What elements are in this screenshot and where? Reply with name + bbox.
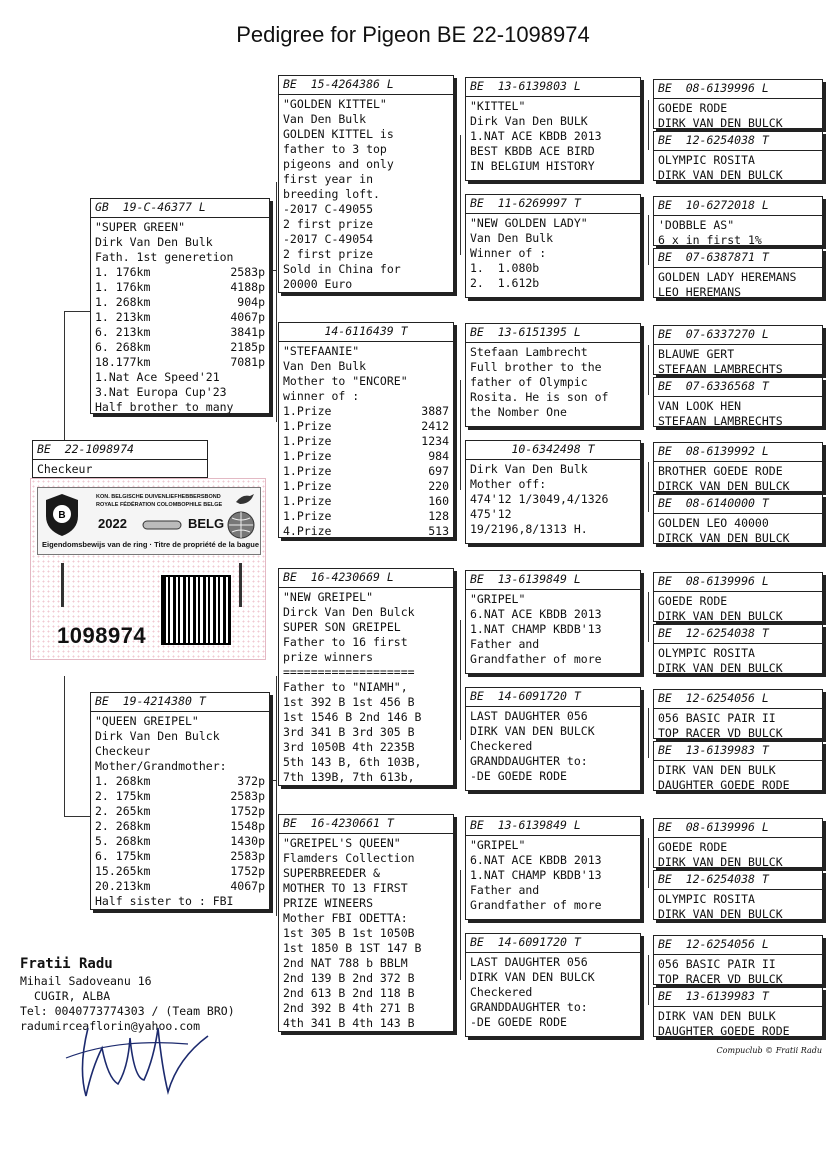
divider xyxy=(654,954,822,955)
text-line: 3rd 341 B 3rd 305 B xyxy=(283,725,415,739)
g4-box xyxy=(653,494,823,544)
text-line: "GRIPEL" xyxy=(470,592,526,606)
text-line: 7th 139B, 7th 613b, xyxy=(283,770,415,784)
text-line: IN BELGIUM HISTORY xyxy=(470,159,595,173)
text-line: prize winners xyxy=(283,650,374,664)
connector xyxy=(648,345,649,395)
page-title: Pedigree for Pigeon BE 22-1098974 xyxy=(236,22,590,47)
text-line: Father and xyxy=(470,637,540,651)
divider xyxy=(654,760,822,761)
text-line: Dirck Van Den Bulck xyxy=(283,605,415,619)
ring-card-header xyxy=(37,487,261,555)
connector xyxy=(648,838,649,888)
mf-box xyxy=(278,568,454,786)
text-line: PRIZE WINEERS xyxy=(283,896,374,910)
eu-globe-icon xyxy=(226,510,256,540)
fmm-ring: 10-6342498 T xyxy=(511,442,595,456)
g4-box xyxy=(653,377,823,427)
connector xyxy=(270,270,276,271)
father-line: Dirk Van Den Bulk xyxy=(95,235,213,249)
g4-ring: BE 12-6254056 L xyxy=(658,937,769,951)
g4-ring: BE 10-6272018 L xyxy=(658,198,769,212)
ring-certificate xyxy=(30,478,266,660)
owner-email: radumirceaflorin@yahoo.com xyxy=(20,1019,201,1033)
g4-box xyxy=(653,131,823,181)
divider xyxy=(279,341,453,342)
fm-box xyxy=(278,322,454,538)
text-line: GRANDDAUGHTER to: xyxy=(470,1000,588,1014)
text-line: GOEDE RODE xyxy=(658,840,728,854)
result-row: 2. 268km 1548p xyxy=(95,819,265,833)
text-line: Mother off: xyxy=(470,477,547,491)
g4-box xyxy=(653,196,823,246)
ring-year: 2022 xyxy=(98,516,127,531)
text-line: 1st 1546 B 2nd 146 B xyxy=(283,710,422,724)
text-line: pigeons and only xyxy=(283,157,394,171)
father-line: "SUPER GREEN" xyxy=(95,220,186,234)
g4-box xyxy=(653,79,823,129)
result-row: 2. 265km 1752p xyxy=(95,804,265,818)
result-row: 6. 175km 2583p xyxy=(95,849,265,863)
g4-ring: BE 12-6254038 T xyxy=(658,872,769,886)
svg-text:B: B xyxy=(58,510,66,521)
divider xyxy=(654,837,822,838)
text-line: 056 BASIC PAIR II xyxy=(658,957,776,971)
mother-line: Checkeur xyxy=(95,744,151,758)
divider xyxy=(654,150,822,151)
divider xyxy=(466,952,640,953)
g4-ring: BE 13-6139983 T xyxy=(658,743,769,757)
text-line: Stefaan Lambrecht xyxy=(470,345,588,359)
father-ring: GB 19-C-46377 L xyxy=(95,200,206,214)
divider xyxy=(466,342,640,343)
result-row: 1.Prize 2412 xyxy=(283,419,449,433)
text-line: winner of : xyxy=(283,389,360,403)
g4-ring: BE 08-6140000 T xyxy=(658,496,769,510)
g4-ring: BE 12-6254038 T xyxy=(658,626,769,640)
result-row: 1. 176km 2583p xyxy=(95,265,265,279)
g4-ring: BE 07-6336568 T xyxy=(658,379,769,393)
text-line: "GOLDEN KITTEL" xyxy=(283,97,387,111)
father-line: Fath. 1st generetion xyxy=(95,250,234,264)
ff-box xyxy=(278,75,454,293)
subject-box xyxy=(32,440,208,478)
mmf-box xyxy=(465,816,641,920)
divider xyxy=(654,267,822,268)
text-line: Full brother to the xyxy=(470,360,602,374)
text-line: 2nd NAT 788 b BBLM xyxy=(283,956,408,970)
signature xyxy=(58,1008,228,1100)
g4-ring: BE 08-6139992 L xyxy=(658,444,769,458)
text-line: Van Den Bulk xyxy=(470,231,554,245)
text-line: DIRK VAN DEN BULCK xyxy=(658,168,783,181)
text-line: STEFAAN LAMBRECHTS xyxy=(658,414,783,427)
mmm-box xyxy=(465,933,641,1037)
g4-box xyxy=(653,624,823,674)
text-line: DIRK VAN DEN BULK xyxy=(658,763,776,777)
connector xyxy=(64,676,65,816)
g4-ring: BE 12-6254056 L xyxy=(658,691,769,705)
text-line: father of Olympic xyxy=(470,375,588,389)
text-line: DIRK VAN DEN BULK xyxy=(658,1009,776,1023)
text-line: Father and xyxy=(470,883,540,897)
text-line: DIRK VAN DEN BULCK xyxy=(470,724,595,738)
text-line: GOLDEN LADY HEREMANS xyxy=(658,270,797,284)
subject-ring: BE 22-1098974 xyxy=(37,442,134,456)
divider xyxy=(33,459,207,460)
text-line: 19/2196,8/1313 H. xyxy=(470,522,588,536)
father-line: 3.Nat Europa Cup'23 xyxy=(95,385,227,399)
divider xyxy=(654,215,822,216)
connector xyxy=(648,100,649,150)
text-line: BLAUWE GERT xyxy=(658,347,735,361)
text-line: OLYMPIC ROSITA xyxy=(658,892,755,906)
text-line: Rosita. He is son of xyxy=(470,390,609,404)
divider xyxy=(466,835,640,836)
mm-ring: BE 16-4230661 T xyxy=(283,816,394,830)
divider xyxy=(91,711,269,712)
text-line: 056 BASIC PAIR II xyxy=(658,711,776,725)
org-name-nl: KON. BELGISCHE DUIVENLIEFHEBBERSBOND xyxy=(96,494,221,500)
text-line: Father to 16 first xyxy=(283,635,408,649)
divider xyxy=(654,461,822,462)
text-line: 2nd 139 B 2nd 372 B xyxy=(283,971,415,985)
text-line: GRANDDAUGHTER to: xyxy=(470,754,588,768)
fm-ring: 14-6116439 T xyxy=(324,324,408,338)
text-line: 1. 1.080b xyxy=(470,261,540,275)
text-line: LEO HEREMANS xyxy=(658,285,742,298)
text-line: first year in xyxy=(283,172,374,186)
text-line: father to 3 top xyxy=(283,142,387,156)
connector xyxy=(64,311,65,441)
g4-ring: BE 12-6254038 T xyxy=(658,133,769,147)
ring-slot-left xyxy=(61,563,64,607)
g4-ring: BE 08-6139996 L xyxy=(658,820,769,834)
text-line: 2 first prize xyxy=(283,217,374,231)
mm-box xyxy=(278,814,454,1032)
text-line: DIRK VAN DEN BULCK xyxy=(658,661,783,674)
text-line: Winner of : xyxy=(470,246,547,260)
fmm-box xyxy=(465,440,641,544)
text-line: DIRK VAN DEN BULCK xyxy=(658,116,783,129)
result-row: 15.265km 1752p xyxy=(95,864,265,878)
mother-ring: BE 19-4214380 T xyxy=(95,694,206,708)
fmf-ring: BE 13-6151395 L xyxy=(470,325,581,339)
text-line: DAUGHTER GOEDE RODE xyxy=(658,778,790,791)
connector xyxy=(460,620,461,740)
text-line: -2017 C-49054 xyxy=(283,232,374,246)
connector xyxy=(460,380,461,490)
text-line: 6.NAT ACE KBDB 2013 xyxy=(470,853,602,867)
divider xyxy=(91,217,269,218)
g4-box xyxy=(653,987,823,1037)
g4-ring: BE 07-6337270 L xyxy=(658,327,769,341)
g4-ring: BE 08-6139996 L xyxy=(658,574,769,588)
divider xyxy=(654,396,822,397)
connector xyxy=(648,462,649,512)
text-line: the Nomber One xyxy=(470,405,567,419)
text-line: 1.NAT CHAMP KBDB'13 xyxy=(470,622,602,636)
father-line: 1.Nat Ace Speed'21 xyxy=(95,370,220,384)
connector xyxy=(64,311,90,312)
divider xyxy=(654,889,822,890)
father-box xyxy=(90,198,270,414)
text-line: SUPER SON GREIPEL xyxy=(283,620,401,634)
result-row: 1. 213km 4067p xyxy=(95,310,265,324)
result-row: 5. 268km 1430p xyxy=(95,834,265,848)
ring-slot-right xyxy=(239,563,242,607)
text-line: Flamders Collection xyxy=(283,851,415,865)
g4-ring: BE 07-6387871 T xyxy=(658,250,769,264)
divider xyxy=(654,708,822,709)
divider xyxy=(466,706,640,707)
g4-box xyxy=(653,442,823,492)
result-row: 1.Prize 128 xyxy=(283,509,449,523)
text-line: 1.NAT ACE KBDB 2013 xyxy=(470,129,602,143)
text-line: DIRK VAN DEN BULCK xyxy=(470,970,595,984)
result-row: 1. 176km 4188p xyxy=(95,280,265,294)
federation-logo-icon xyxy=(42,492,82,538)
connector xyxy=(648,592,649,642)
text-line: Mother FBI ODETTA: xyxy=(283,911,408,925)
fff-box xyxy=(465,77,641,181)
ring-band-icon xyxy=(142,518,182,532)
text-line: 2nd 392 B 4th 271 B xyxy=(283,1001,415,1015)
text-line: breeding loft. xyxy=(283,187,380,201)
g4-box xyxy=(653,572,823,622)
text-line: DIRCK VAN DEN BULCK xyxy=(658,531,790,544)
text-line: 1st 305 B 1st 1050B xyxy=(283,926,415,940)
connector xyxy=(648,955,649,1005)
text-line: STEFAAN LAMBRECHTS xyxy=(658,362,783,375)
divider xyxy=(654,591,822,592)
text-line: "GRIPEL" xyxy=(470,838,526,852)
text-line: Grandfather of more xyxy=(470,652,602,666)
divider xyxy=(466,96,640,97)
result-row: 4.Prize 513 xyxy=(283,524,449,538)
owner-address: Mihail Sadoveanu 16 xyxy=(20,974,152,988)
text-line: Grandfather of more xyxy=(470,898,602,912)
text-line: 6.NAT ACE KBDB 2013 xyxy=(470,607,602,621)
text-line: TOP RACER VD BULCK xyxy=(658,972,783,985)
mmf-ring: BE 13-6139849 L xyxy=(470,818,581,832)
text-line: OLYMPIC ROSITA xyxy=(658,646,755,660)
text-line: "GREIPEL'S QUEEN" xyxy=(283,836,401,850)
g4-box xyxy=(653,818,823,868)
divider xyxy=(654,643,822,644)
mother-line: Mother/Grandmother: xyxy=(95,759,227,773)
text-line: GOEDE RODE xyxy=(658,594,728,608)
text-line: DIRK VAN DEN BULCK xyxy=(658,609,783,622)
text-line: 474'12 1/3049,4/1326 xyxy=(470,492,609,506)
divider xyxy=(279,587,453,588)
mother-box xyxy=(90,692,270,910)
divider xyxy=(466,213,640,214)
g4-ring: BE 13-6139983 T xyxy=(658,989,769,1003)
text-line: 2. 1.612b xyxy=(470,276,540,290)
text-line: 5th 143 B, 6th 103B, xyxy=(283,755,422,769)
text-line: GOLDEN KITTEL is xyxy=(283,127,394,141)
mff-ring: BE 13-6139849 L xyxy=(470,572,581,586)
connector xyxy=(270,780,276,781)
text-line: GOEDE RODE xyxy=(658,101,728,115)
divider xyxy=(466,459,640,460)
text-line: Dirk Van Den Bulk xyxy=(470,462,588,476)
connector xyxy=(460,135,461,255)
divider xyxy=(654,98,822,99)
divider xyxy=(654,513,822,514)
mother-line: Dirk Van Den Bulck xyxy=(95,729,220,743)
text-line: OLYMPIC ROSITA xyxy=(658,153,755,167)
g4-box xyxy=(653,248,823,298)
text-line: 3rd 1050B 4th 2235B xyxy=(283,740,415,754)
ring-card-subtitle: Eigendomsbewijs van de ring · Titre de propriété de la bague xyxy=(42,540,259,549)
text-line: GOLDEN LEO 40000 xyxy=(658,516,769,530)
text-line: TOP RACER VD BULCK xyxy=(658,726,783,739)
text-line: -DE GOEDE RODE xyxy=(470,1015,567,1029)
text-line: DIRK VAN DEN BULCK xyxy=(658,855,783,868)
text-line: 2nd 613 B 2nd 118 B xyxy=(283,986,415,1000)
owner-city: CUGIR, ALBA xyxy=(34,989,111,1003)
connector xyxy=(276,182,277,422)
text-line: -DE GOEDE RODE xyxy=(470,769,567,783)
result-row: 20.213km 4067p xyxy=(95,879,265,893)
text-line: Sold in China for xyxy=(283,262,401,276)
g4-box xyxy=(653,689,823,739)
text-line: Mother to "ENCORE" xyxy=(283,374,408,388)
text-line: Van Den Bulk xyxy=(283,359,367,373)
text-line: DAUGHTER GOEDE RODE xyxy=(658,1024,790,1037)
text-line: "STEFAANIE" xyxy=(283,344,360,358)
org-name-fr: ROYALE FÉDÉRATION COLOMBOPHILE BELGE xyxy=(96,502,223,508)
subject-color: Checkeur xyxy=(37,462,93,476)
ffm-ring: BE 11-6269997 T xyxy=(470,196,581,210)
result-row: 1.Prize 220 xyxy=(283,479,449,493)
owner-name: Fratii Radu xyxy=(20,956,113,972)
text-line: 1.NAT CHAMP KBDB'13 xyxy=(470,868,602,882)
text-line: 20000 Euro xyxy=(283,277,353,291)
ring-country: BELG xyxy=(188,516,225,531)
footer-credit: Compuclub © Fratii Radu xyxy=(716,1046,822,1055)
divider xyxy=(466,589,640,590)
text-line: SUPERBREEDER & xyxy=(283,866,380,880)
divider xyxy=(654,344,822,345)
ffm-box xyxy=(465,194,641,298)
mmm-ring: BE 14-6091720 T xyxy=(470,935,581,949)
result-row: 1.Prize 160 xyxy=(283,494,449,508)
fff-ring: BE 13-6139803 L xyxy=(470,79,581,93)
text-line: 1st 392 B 1st 456 B xyxy=(283,695,415,709)
connector xyxy=(64,816,90,817)
connector xyxy=(276,676,277,916)
fmf-box xyxy=(465,323,641,427)
divider xyxy=(279,833,453,834)
text-line: MOTHER TO 13 FIRST xyxy=(283,881,408,895)
divider xyxy=(279,94,453,95)
mfm-box xyxy=(465,687,641,791)
text-line: DIRCK VAN DEN BULCK xyxy=(658,479,790,492)
text-line: VAN LOOK HEN xyxy=(658,399,742,413)
ff-ring: BE 15-4264386 L xyxy=(283,77,394,91)
text-line: Van Den Bulk xyxy=(283,112,367,126)
text-line: BEST KBDB ACE BIRD xyxy=(470,144,595,158)
connector xyxy=(648,708,649,758)
text-line: 475'12 xyxy=(470,507,512,521)
result-row: 18.177km 7081p xyxy=(95,355,265,369)
text-line: -2017 C-49055 xyxy=(283,202,374,216)
g4-box xyxy=(653,325,823,375)
divider xyxy=(654,1006,822,1007)
text-line: "NEW GREIPEL" xyxy=(283,590,374,604)
text-line: "KITTEL" xyxy=(470,99,526,113)
text-line: Father to "NIAMH", xyxy=(283,680,408,694)
connector xyxy=(460,870,461,980)
mff-box xyxy=(465,570,641,674)
g4-ring: BE 08-6139996 L xyxy=(658,81,769,95)
mf-ring: BE 16-4230669 L xyxy=(283,570,394,584)
connector xyxy=(648,215,649,265)
result-row: 6. 213km 3841p xyxy=(95,325,265,339)
text-line: 6 x in first 1% xyxy=(658,233,762,246)
g4-box xyxy=(653,870,823,920)
text-line: DIRK VAN DEN BULCK xyxy=(658,907,783,920)
mfm-ring: BE 14-6091720 T xyxy=(470,689,581,703)
text-line: Checkered xyxy=(470,739,533,753)
owner-phone: Tel: 0040773774303 / (Team BRO) xyxy=(20,1004,235,1018)
text-line: =================== xyxy=(283,665,415,679)
text-line: 4th 341 B 4th 143 B xyxy=(283,1016,415,1030)
pigeon-icon xyxy=(234,492,256,508)
result-row: 1. 268km 904p xyxy=(95,295,265,309)
result-row: 1. 268km 372p xyxy=(95,774,265,788)
mother-line: Half sister to : FBI xyxy=(95,894,234,908)
text-line: 2 first prize xyxy=(283,247,374,261)
text-line: Checkered xyxy=(470,985,533,999)
text-line: Dirk Van Den BULK xyxy=(470,114,588,128)
result-row: 1.Prize 984 xyxy=(283,449,449,463)
father-line: Half brother to many xyxy=(95,400,234,414)
text-line: 1st 1850 B 1ST 147 B xyxy=(283,941,422,955)
text-line: "NEW GOLDEN LADY" xyxy=(470,216,588,230)
g4-box xyxy=(653,935,823,985)
result-row: 1.Prize 3887 xyxy=(283,404,449,418)
result-row: 6. 268km 2185p xyxy=(95,340,265,354)
qr-code-icon xyxy=(161,575,231,645)
ring-number: 1098974 xyxy=(57,623,147,648)
text-line: LAST DAUGHTER 056 xyxy=(470,709,588,723)
result-row: 1.Prize 697 xyxy=(283,464,449,478)
result-row: 2. 175km 2583p xyxy=(95,789,265,803)
text-line: LAST DAUGHTER 056 xyxy=(470,955,588,969)
text-line: BROTHER GOEDE RODE xyxy=(658,464,783,478)
result-row: 1.Prize 1234 xyxy=(283,434,449,448)
g4-box xyxy=(653,741,823,791)
text-line: 'DOBBLE AS" xyxy=(658,218,735,232)
mother-line: "QUEEN GREIPEL" xyxy=(95,714,199,728)
